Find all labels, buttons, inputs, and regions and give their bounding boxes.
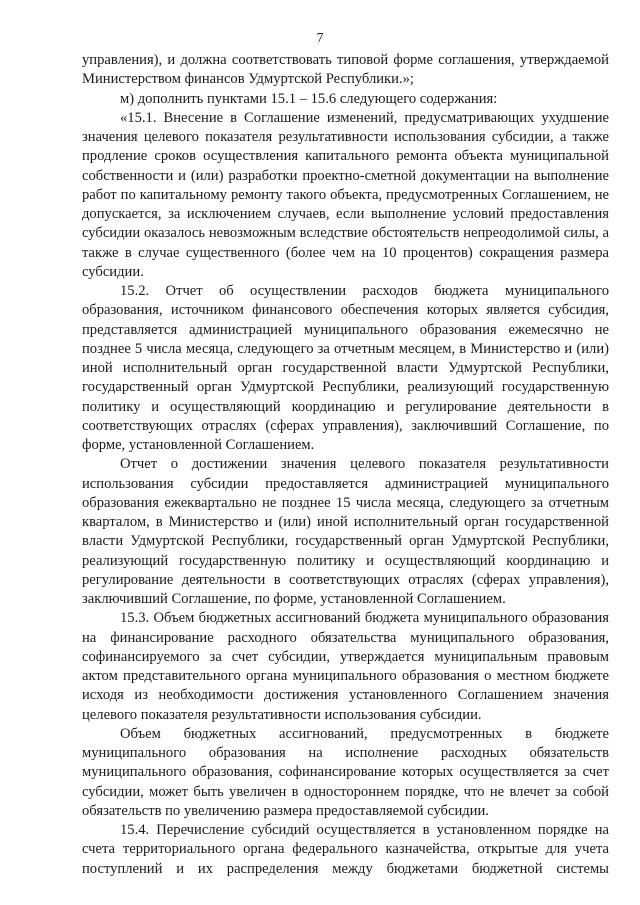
- paragraph-15-2-report: Отчет о достижении значения целевого показателя результативности использования субсидии предоставляется администрацией муниципального образования ежеквартально не позднее 15 числа месяца, следующего за отчетным кварталом, в Министерство и (или) иной исполнительный орган государственной власти Удмуртской Республики, государственный орган Удмуртской Республики, реализующий государственную политику и осуществляющий координацию и регулирование деятельности в соответствующих отраслях (сферах управления), заключивший Соглашение, по форме, установленной Соглашением.: [82, 456, 609, 607]
- paragraph-continuation: управления), и должна соответствовать типовой форме соглашения, утверждаемой Министерством финансов Удмуртской Республики.»;: [82, 52, 609, 88]
- paragraph-15-2: 15.2. Отчет об осуществлении расходов бюджета муниципального образования, источником финансового обеспечения которых является субсидия, представляется администрацией муниципального образования ежемесячно не позднее 5 числа месяца, следующего за отчетным месяцем, в Министерство и (или) иной исполнительный орган государственной власти Удмуртской Республики, государственный орган Удмуртской Республики, реализующий государственную политику и осуществляющий координацию и регулирование деятельности в соответствующих отраслях (сферах управления), заключивший Соглашение, по форме, установленной Соглашением.: [82, 283, 609, 453]
- paragraph-15-1: «15.1. Внесение в Соглашение изменений, предусматривающих ухудшение значения целевого показателя результативности использования субсидии, а также продление сроков осуществления капитального ремонта объекта муниципальной собственности и (или) разработки проектно-сметной документации на выполнение работ по капитальному ремонту такого объекта, предусмотренных Соглашением, не допускается, за исключением случаев, если выполнение условий предоставления субсидии оказалось невозможным вследствие обстоятельств непреодолимой силы, а также в случае существенного (более чем на 10 процентов) сокращения размера субсидии.: [82, 109, 609, 280]
- paragraph-15-4: 15.4. Перечисление субсидий осуществляется в установленном порядке на счета территориального органа федерального казначейства, открытые для учета поступлений и их распределения между бюджетами бюджетной системы: [82, 822, 609, 877]
- page-number: 7: [316, 31, 324, 46]
- paragraph-15-3: 15.3. Объем бюджетных ассигнований бюджета муниципального образования на финансирование расходного обязательства муниципального образования, софинансируемого за счет субсидии, утверждается муниципальным правовым актом представительного органа муниципального образования о местном бюджете исходя из необходимости достижения установленного Соглашением значения целевого показателя результативности использования субсидии.: [82, 610, 609, 723]
- paragraph-15-3-volume: Объем бюджетных ассигнований, предусмотренных в бюджете муниципального образования на исполнение расходных обязательств муниципального образования, софинансирование которых осуществляется за счет субсидии, может быть увеличен в одностороннем порядке, что не влечет за собой обязательств по увеличению размера предоставляемой субсидии.: [82, 725, 609, 819]
- document-body: [82, 51, 609, 879]
- paragraph-item-m: м) дополнить пунктами 15.1 – 15.6 следующего содержания:: [120, 90, 498, 107]
